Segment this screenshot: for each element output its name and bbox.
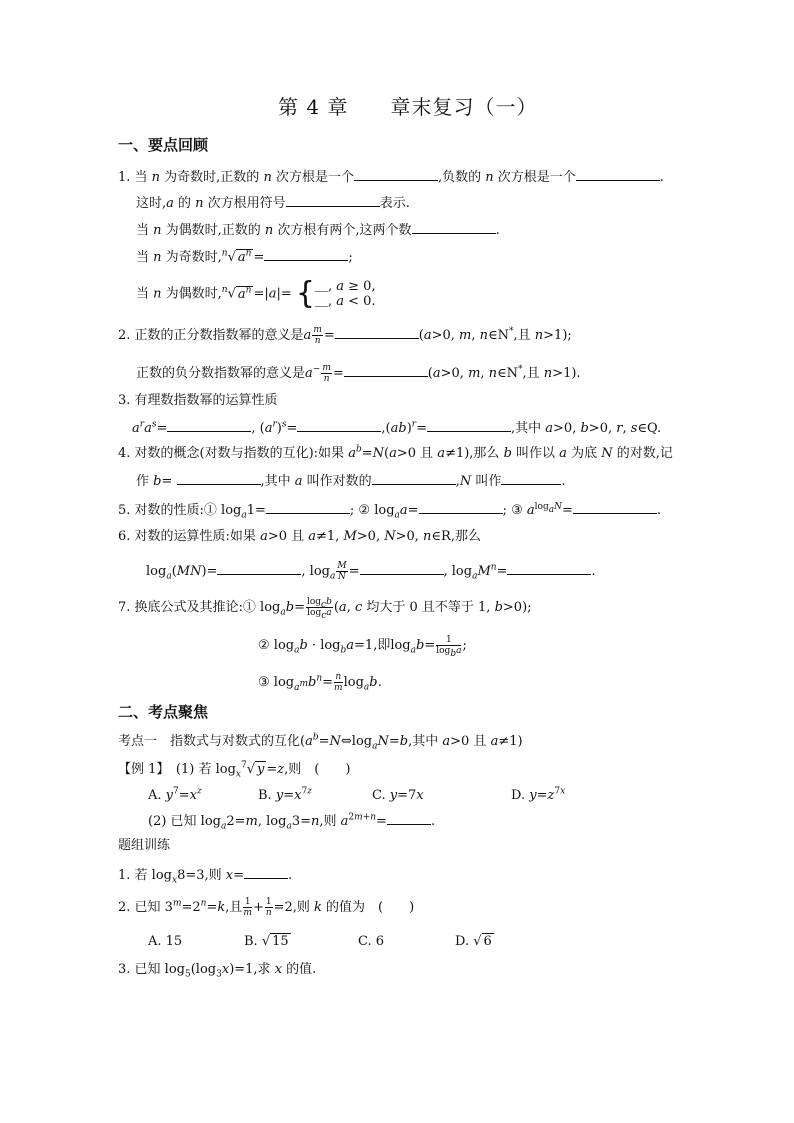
item-5: 5. 对数的性质:① $\log_a1=$ ; ② $\log_aa=$ ; ③ $a^{log_aN}=$ . [118, 501, 661, 521]
item-1: 1. 当 n 为奇数时,正数的 n 次方根是一个 ,负数的 n 次方根是一个 . [118, 167, 664, 187]
item-6: 6. 对数的运算性质:如果 a>0 且 a≠1, M>0, N>0, n∈R,那么 [118, 529, 481, 544]
item-1-line3: 当 n 为偶数时,正数的 n 次方根有两个,这两个数 . [136, 220, 500, 240]
item-1-line4: 当 n 为奇数时,$^n$√ $a^n$ = ; [136, 248, 353, 265]
item-4-line2: 作 b= ,其中 a 叫作对数的 ,N 叫作 . [136, 471, 565, 491]
page-title: 第 4 章 章末复习（一） [278, 95, 538, 119]
item-2: 2. 正数的正分数指数幂的意义是a $\frac{m}{n}$ = (a>0, m, n∈N*,且 n>1); [118, 325, 572, 346]
example-label: 【例 1】 [118, 762, 163, 777]
section-heading-focus: 二、考点聚焦 [118, 703, 209, 721]
item-2-line2: 正数的负分数指数幂的意义是a− $\frac{m}{n}$ = (a>0, m, n∈N*,且 n>1). [136, 363, 581, 384]
item-3-line2: $a^ra^s=$ , $(a^r)^s= ,(ab)^r=$ ,其中 a>0, b>0, r, s∈Q. [132, 419, 662, 436]
example-1-part2: (2) 已知 $\log_a2=m$, $\log_a3=n$,则 $a^{2m+n}=$ . [148, 812, 436, 832]
training-q1: 1. 若 $\log_x8=3$,则 x= . [118, 865, 292, 885]
item-1-line2: 这时,a 的 n 次方根用符号 表示. [136, 193, 410, 213]
item-4: 4. 对数的概念(对数与指数的互化):如果 $a^b=N(a>0$ 且 a≠1),那么 b 叫作以 a 为底 N 的对数,记 [118, 444, 673, 461]
item-7-line2: ② $\log_ab \cdot \log_ba=1$,即$\log_ab=$ $\frac{1}{\log_ba}$ ; [258, 635, 467, 659]
kaodian-1: 考点一 指数式与对数式的互化($a^b=N\Leftrightarrow\log_aN=b$,其中 a>0 且 a≠1) [118, 732, 523, 752]
option-d: D. $y=z^{7x}$ [511, 786, 566, 803]
q2-option-c: C. 6 [358, 934, 385, 949]
item-7-line3: ③ $\log_{a^m}b^n=$ $\frac{n}{m}$ $\log_ab$. [258, 672, 382, 693]
item-7: 7. 换底公式及其推论:① $\log_ab=$ $\frac{\log_cb}{\log_ca}$ (a, c 均大于 0 且不等于 1, b>0); [118, 597, 532, 621]
kaodian-1-label: 考点一 指数式与对数式的互化 [118, 734, 301, 749]
item-3: 3. 有理数指数幂的运算性质 [118, 393, 278, 408]
group-training-label: 题组训练 [118, 838, 171, 853]
training-q2: 2. 已知 $3^m=2^n=k$,且 $\frac{1}{m}$ + $\frac{1}{n}$ =2,则 k 的值为 ( ) [118, 897, 415, 918]
q2-option-d: D. √ 6 [455, 934, 492, 949]
q2-option-a: A. 15 [148, 934, 183, 949]
option-a: A. $y^7=x^z$ [148, 786, 202, 803]
training-q3: 3. 已知 $\log_5(\log_3x)=1$,求 x 的值. [118, 962, 317, 980]
section-heading-review: 一、要点回顾 [118, 136, 209, 154]
example-1: 【例 1】 (1) 若 $\log_x^7√$ y =z,则 ( ) [118, 760, 351, 780]
option-b: B. $y=x^{7z}$ [258, 786, 312, 803]
option-c: C. y=7x [372, 788, 424, 803]
item-6-line2: $\log_a(MN)=$ , $\log_a$ $\frac{M}{N}$ = , $\log_aM^n=$ . [146, 561, 596, 582]
item-1-line5: 当 n 为偶数时,$^n$√ $a^n =|a|=$ {＿, a ≥ 0, ＿, a < 0. [136, 276, 376, 311]
q2-option-b: B. √ 15 [244, 934, 289, 949]
